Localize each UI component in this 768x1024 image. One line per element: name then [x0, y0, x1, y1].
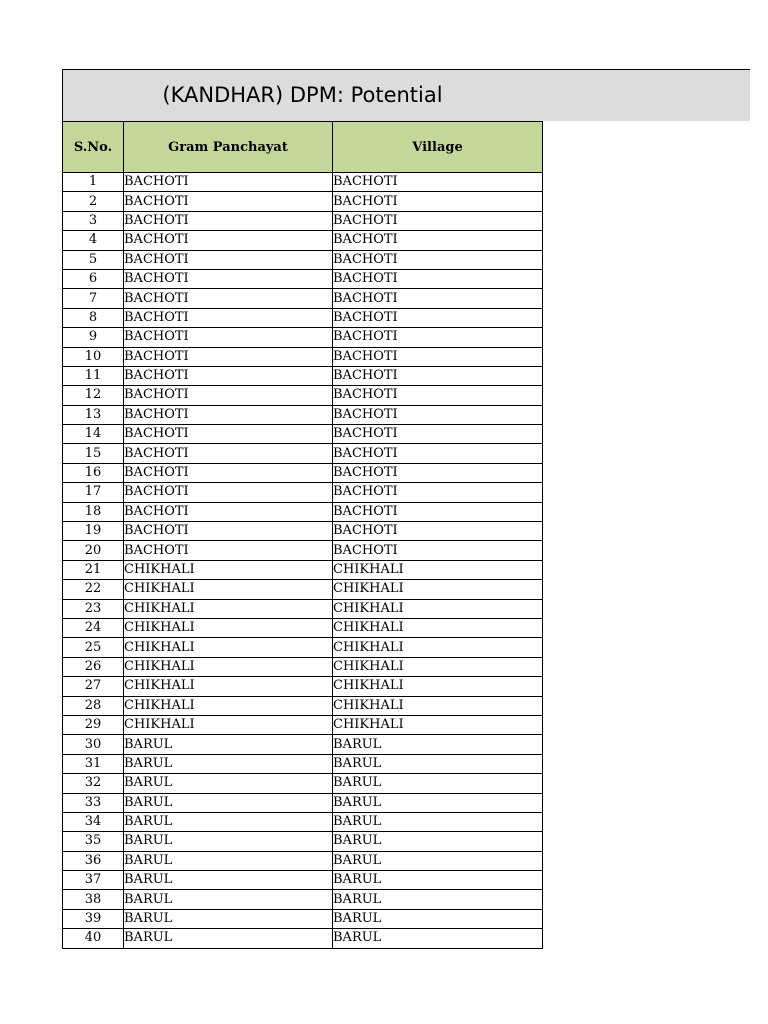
- cell-village[interactable]: BARUL: [333, 909, 543, 928]
- table-row: [63, 463, 543, 482]
- cell-gram-panchayat[interactable]: BACHOTI: [124, 405, 333, 424]
- cell-gram-panchayat[interactable]: BACHOTI: [124, 502, 333, 521]
- cell-sno[interactable]: 14: [63, 425, 124, 444]
- cell-village[interactable]: BACHOTI: [333, 328, 543, 347]
- cell-sno[interactable]: 38: [63, 890, 124, 909]
- cell-gram-panchayat[interactable]: BARUL: [124, 929, 333, 948]
- cell-village[interactable]: BACHOTI: [333, 386, 543, 405]
- cell-gram-panchayat[interactable]: CHIKHALI: [124, 618, 333, 637]
- table-row: [63, 425, 543, 444]
- cell-village[interactable]: CHIKHALI: [333, 696, 543, 715]
- cell-gram-panchayat[interactable]: BACHOTI: [124, 444, 333, 463]
- cell-sno[interactable]: 11: [63, 366, 124, 385]
- cell-sno[interactable]: 39: [63, 909, 124, 928]
- cell-sno[interactable]: 16: [63, 463, 124, 482]
- cell-gram-panchayat[interactable]: BACHOTI: [124, 173, 333, 192]
- table-row: [63, 211, 543, 230]
- cell-village[interactable]: CHIKHALI: [333, 580, 543, 599]
- cell-village[interactable]: BARUL: [333, 793, 543, 812]
- cell-gram-panchayat[interactable]: BACHOTI: [124, 250, 333, 269]
- cell-gram-panchayat[interactable]: BARUL: [124, 754, 333, 773]
- cell-village[interactable]: BARUL: [333, 735, 543, 754]
- table-row: [63, 231, 543, 250]
- cell-gram-panchayat[interactable]: CHIKHALI: [124, 715, 333, 734]
- cell-village[interactable]: BACHOTI: [333, 444, 543, 463]
- cell-village[interactable]: BARUL: [333, 812, 543, 831]
- cell-village[interactable]: BACHOTI: [333, 308, 543, 327]
- cell-village[interactable]: CHIKHALI: [333, 618, 543, 637]
- cell-village[interactable]: BACHOTI: [333, 192, 543, 211]
- cell-gram-panchayat[interactable]: BACHOTI: [124, 366, 333, 385]
- cell-village[interactable]: BACHOTI: [333, 269, 543, 288]
- table-row: [63, 890, 543, 909]
- table-row: [63, 657, 543, 676]
- table-row: [63, 173, 543, 192]
- cell-sno[interactable]: 40: [63, 929, 124, 948]
- cell-gram-panchayat[interactable]: BARUL: [124, 735, 333, 754]
- cell-sno[interactable]: 20: [63, 541, 124, 560]
- cell-sno[interactable]: 8: [63, 308, 124, 327]
- column-header-gram-panchayat[interactable]: Gram Panchayat: [124, 122, 333, 173]
- cell-sno[interactable]: 29: [63, 715, 124, 734]
- cell-village[interactable]: CHIKHALI: [333, 657, 543, 676]
- table-row: [63, 250, 543, 269]
- cell-village[interactable]: BARUL: [333, 774, 543, 793]
- table-row: [63, 618, 543, 637]
- table-row: [63, 522, 543, 541]
- cell-gram-panchayat[interactable]: BARUL: [124, 851, 333, 870]
- header-row: [63, 122, 543, 173]
- cell-village[interactable]: BACHOTI: [333, 425, 543, 444]
- cell-sno[interactable]: 23: [63, 599, 124, 618]
- table-row: [63, 560, 543, 579]
- cell-sno[interactable]: 3: [63, 211, 124, 230]
- cell-village[interactable]: BACHOTI: [333, 522, 543, 541]
- cell-gram-panchayat[interactable]: CHIKHALI: [124, 580, 333, 599]
- cell-sno[interactable]: 25: [63, 638, 124, 657]
- table-row: [63, 328, 543, 347]
- cell-sno[interactable]: 32: [63, 774, 124, 793]
- cell-sno[interactable]: 17: [63, 483, 124, 502]
- cell-village[interactable]: BACHOTI: [333, 231, 543, 250]
- cell-village[interactable]: CHIKHALI: [333, 715, 543, 734]
- cell-sno[interactable]: 24: [63, 618, 124, 637]
- cell-gram-panchayat[interactable]: BACHOTI: [124, 211, 333, 230]
- cell-gram-panchayat[interactable]: BARUL: [124, 871, 333, 890]
- cell-sno[interactable]: 1: [63, 173, 124, 192]
- cell-sno[interactable]: 2: [63, 192, 124, 211]
- cell-gram-panchayat[interactable]: BACHOTI: [124, 328, 333, 347]
- cell-gram-panchayat[interactable]: BACHOTI: [124, 386, 333, 405]
- cell-sno[interactable]: 35: [63, 832, 124, 851]
- table-row: [63, 599, 543, 618]
- cell-gram-panchayat[interactable]: BACHOTI: [124, 347, 333, 366]
- cell-gram-panchayat[interactable]: BARUL: [124, 832, 333, 851]
- table-row: [63, 735, 543, 754]
- table-row: [63, 638, 543, 657]
- table-row: [63, 812, 543, 831]
- table-row: [63, 502, 543, 521]
- column-header-sno[interactable]: S.No.: [63, 122, 124, 173]
- table-row: [63, 541, 543, 560]
- cell-sno[interactable]: 6: [63, 269, 124, 288]
- cell-sno[interactable]: 7: [63, 289, 124, 308]
- table-row: [63, 347, 543, 366]
- cell-village[interactable]: BACHOTI: [333, 483, 543, 502]
- cell-village[interactable]: BARUL: [333, 871, 543, 890]
- table-row: [63, 308, 543, 327]
- cell-gram-panchayat[interactable]: BACHOTI: [124, 463, 333, 482]
- cell-village[interactable]: BACHOTI: [333, 366, 543, 385]
- table-row: [63, 715, 543, 734]
- cell-village[interactable]: CHIKHALI: [333, 560, 543, 579]
- cell-sno[interactable]: 12: [63, 386, 124, 405]
- table-row: [63, 793, 543, 812]
- cell-village[interactable]: BARUL: [333, 851, 543, 870]
- cell-village[interactable]: BACHOTI: [333, 463, 543, 482]
- cell-gram-panchayat[interactable]: BACHOTI: [124, 483, 333, 502]
- table-row: [63, 483, 543, 502]
- cell-gram-panchayat[interactable]: BARUL: [124, 774, 333, 793]
- table-row: [63, 192, 543, 211]
- cell-gram-panchayat[interactable]: BARUL: [124, 890, 333, 909]
- table-row: [63, 289, 543, 308]
- cell-sno[interactable]: 4: [63, 231, 124, 250]
- cell-village[interactable]: BACHOTI: [333, 173, 543, 192]
- table-row: [63, 909, 543, 928]
- cell-sno[interactable]: 15: [63, 444, 124, 463]
- cell-gram-panchayat[interactable]: CHIKHALI: [124, 638, 333, 657]
- cell-gram-panchayat[interactable]: CHIKHALI: [124, 677, 333, 696]
- cell-sno[interactable]: 34: [63, 812, 124, 831]
- cell-sno[interactable]: 19: [63, 522, 124, 541]
- cell-sno[interactable]: 30: [63, 735, 124, 754]
- table-row: [63, 366, 543, 385]
- cell-sno[interactable]: 13: [63, 405, 124, 424]
- table-row: [63, 754, 543, 773]
- cell-gram-panchayat[interactable]: BACHOTI: [124, 289, 333, 308]
- cell-sno[interactable]: 26: [63, 657, 124, 676]
- sheet-title: (KANDHAR) DPM: Potential: [162, 83, 443, 107]
- cell-sno[interactable]: 22: [63, 580, 124, 599]
- cell-village[interactable]: CHIKHALI: [333, 599, 543, 618]
- cell-sno[interactable]: 28: [63, 696, 124, 715]
- cell-gram-panchayat[interactable]: BARUL: [124, 909, 333, 928]
- cell-sno[interactable]: 5: [63, 250, 124, 269]
- cell-sno[interactable]: 21: [63, 560, 124, 579]
- cell-village[interactable]: BARUL: [333, 929, 543, 948]
- cell-gram-panchayat[interactable]: CHIKHALI: [124, 696, 333, 715]
- table-row: [63, 696, 543, 715]
- cell-sno[interactable]: 37: [63, 871, 124, 890]
- cell-gram-panchayat[interactable]: BACHOTI: [124, 541, 333, 560]
- cell-village[interactable]: BARUL: [333, 832, 543, 851]
- cell-gram-panchayat[interactable]: CHIKHALI: [124, 599, 333, 618]
- cell-village[interactable]: BACHOTI: [333, 405, 543, 424]
- cell-village[interactable]: BACHOTI: [333, 211, 543, 230]
- cell-village[interactable]: CHIKHALI: [333, 638, 543, 657]
- table-row: [63, 580, 543, 599]
- cell-sno[interactable]: 36: [63, 851, 124, 870]
- cell-gram-panchayat[interactable]: CHIKHALI: [124, 657, 333, 676]
- cell-sno[interactable]: 31: [63, 754, 124, 773]
- column-header-village[interactable]: Village: [333, 122, 543, 173]
- cell-gram-panchayat[interactable]: BARUL: [124, 812, 333, 831]
- table-row: [63, 386, 543, 405]
- cell-village[interactable]: BACHOTI: [333, 502, 543, 521]
- table-row: [63, 444, 543, 463]
- cell-gram-panchayat[interactable]: BACHOTI: [124, 425, 333, 444]
- table-row: [63, 269, 543, 288]
- cell-sno[interactable]: 9: [63, 328, 124, 347]
- table-row: [63, 832, 543, 851]
- cell-village[interactable]: BARUL: [333, 754, 543, 773]
- cell-village[interactable]: BACHOTI: [333, 250, 543, 269]
- table-row: [63, 405, 543, 424]
- table-row: [63, 677, 543, 696]
- cell-village[interactable]: CHIKHALI: [333, 677, 543, 696]
- cell-sno[interactable]: 27: [63, 677, 124, 696]
- table-row: [63, 929, 543, 948]
- cell-sno[interactable]: 33: [63, 793, 124, 812]
- cell-village[interactable]: BACHOTI: [333, 347, 543, 366]
- table-row: [63, 871, 543, 890]
- cell-village[interactable]: BARUL: [333, 890, 543, 909]
- cell-gram-panchayat[interactable]: BACHOTI: [124, 522, 333, 541]
- table-row: [63, 851, 543, 870]
- cell-gram-panchayat[interactable]: BARUL: [124, 793, 333, 812]
- cell-village[interactable]: BACHOTI: [333, 541, 543, 560]
- cell-gram-panchayat[interactable]: BACHOTI: [124, 192, 333, 211]
- cell-sno[interactable]: 10: [63, 347, 124, 366]
- cell-gram-panchayat[interactable]: CHIKHALI: [124, 560, 333, 579]
- cell-gram-panchayat[interactable]: BACHOTI: [124, 269, 333, 288]
- village-table: [62, 121, 543, 949]
- title-bar: [62, 69, 750, 121]
- table-body: [63, 173, 543, 949]
- cell-sno[interactable]: 18: [63, 502, 124, 521]
- table-row: [63, 774, 543, 793]
- cell-village[interactable]: BACHOTI: [333, 289, 543, 308]
- cell-gram-panchayat[interactable]: BACHOTI: [124, 231, 333, 250]
- cell-gram-panchayat[interactable]: BACHOTI: [124, 308, 333, 327]
